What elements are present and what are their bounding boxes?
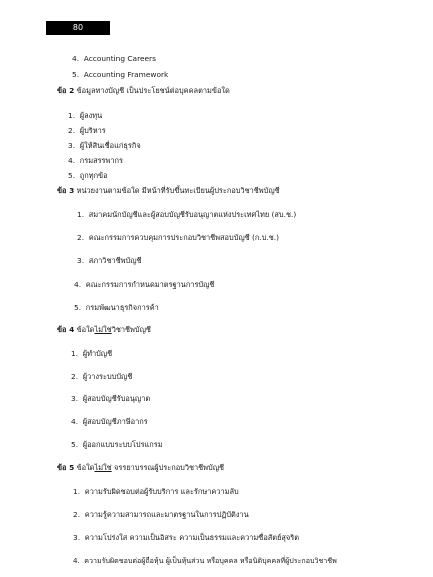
option: 4. ผู้สอบบัญชีภาษีอากร [71,417,148,426]
question-label: ข้อ 3 [57,186,75,195]
question-text: ข้อมูลทางบัญชี เป็นประโยชน์ต่อบุคคลตามข้อใด [76,86,230,95]
option: 5. ผู้ออกแบบระบบโปรแกรม [71,440,163,449]
option: 4. ความรับผิดชอบต่อผู้ถือหุ้น ผู้เป็นหุ้นส่วน หรือบุคคล หรือนิติบุคคลที่ผู้ประกอบวิชาชีพ [73,556,337,565]
option: 4. คณะกรรมการกำหนดมาตรฐานการบัญชี [74,280,215,289]
option: 2. ผู้วางระบบบัญชี [71,372,133,381]
option: 3. ความโปร่งใส ความเป็นอิสระ ความเป็นธรรมและความซื่อสัตย์สุจริต [73,533,300,542]
option: 1. ผู้ลงทุน [68,111,103,120]
question-4: ข้อ 4 ข้อใดไม่ใช่วิชาชีพบัญชี [57,325,151,334]
option: 3. ผู้ให้สินเชื่อแก่ธุรกิจ [68,141,141,150]
question-5: ข้อ 5 ข้อใดไม่ใช่ จรรยาบรรณผู้ประกอบวิชาชีพบัญชี [57,463,225,472]
page-number: 80 [46,21,110,35]
question-label: ข้อ 4 [57,325,75,334]
option: 2. ความรู้ความสามารถและมาตรฐานในการปฏิบัติงาน [73,510,249,519]
option: 3. สภาวิชาชีพบัญชี [77,256,142,265]
list-item: 4. Accounting Careers [72,54,156,63]
option: 1. สมาคมนักบัญชีและผู้สอบบัญชีรับอนุญาตแห่งประเทศไทย (สบ.ช.) [77,210,297,219]
option: 3. ผู้สอบบัญชีรับอนุญาต [71,394,151,403]
option: 4. กรมสรรพากร [68,156,123,165]
question-label: ข้อ 2 [57,86,75,95]
list-item: 5. Accounting Framework [72,70,169,79]
option: 2. คณะกรรมการควบคุมการประกอบวิชาชีพสอบบัญชี (ก.บ.ช.) [77,233,280,242]
option: 1. ผู้ทำบัญชี [71,349,113,358]
option: 5. ถูกทุกข้อ [68,171,108,180]
question-text: หน่วยงานตามข้อใด มีหน้าที่รับขึ้นทะเบียนผู้ประกอบวิชาชีพบัญชี [76,186,280,195]
option: 5. กรมพัฒนาธุรกิจการค้า [74,303,159,312]
question-2 [57,86,230,96]
question-3 [57,186,280,196]
underlined-word: ไม่ใช่ [94,463,112,472]
question-label: ข้อ 5 [57,463,75,472]
option: 2. ผู้บริหาร [68,126,106,135]
option: 1. ความรับผิดชอบต่อผู้รับบริการ และรักษาความลับ [73,487,239,496]
underlined-word: ไม่ใช่ [94,325,112,334]
